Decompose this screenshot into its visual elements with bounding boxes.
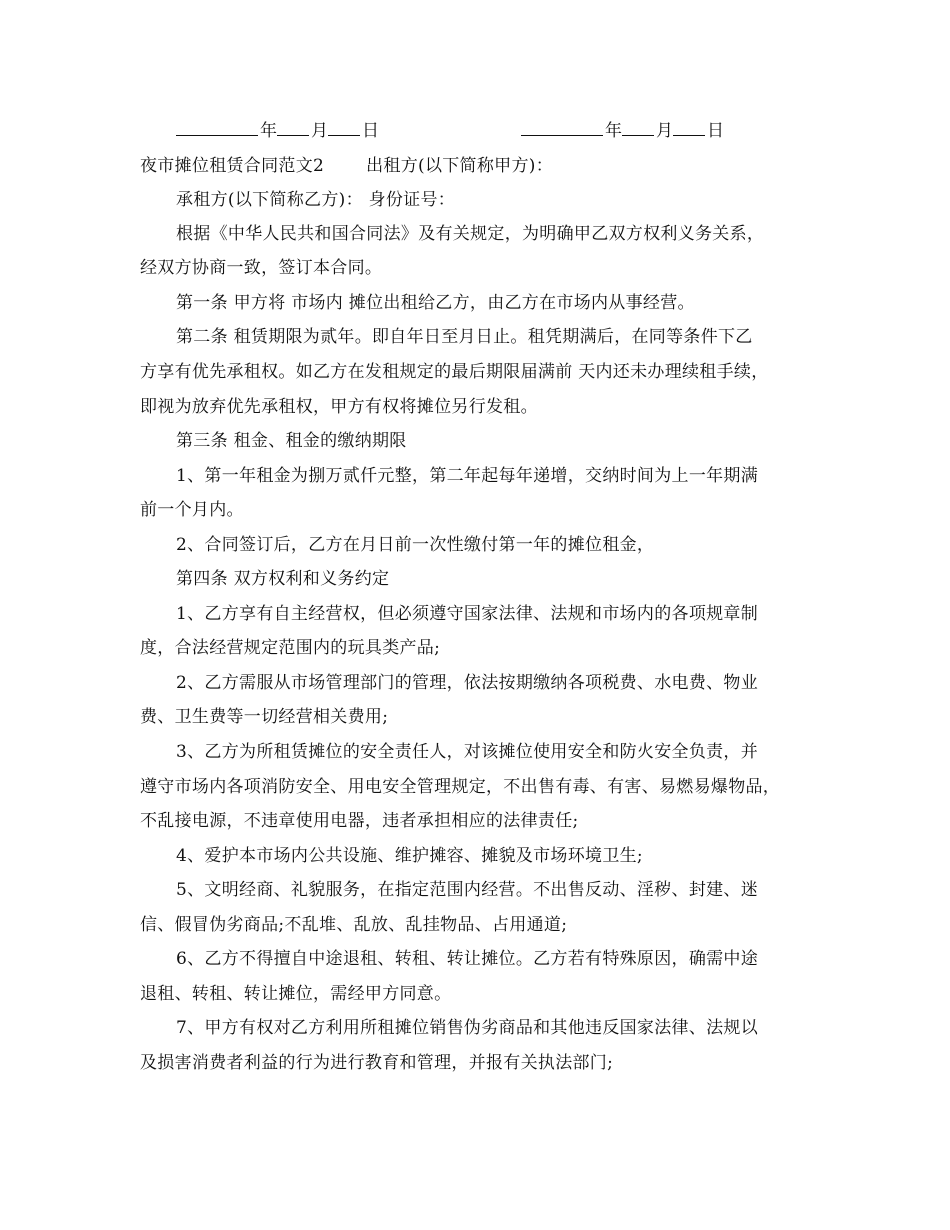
paragraph-line: 3、乙方为所租赁摊位的安全责任人，对该摊位使用安全和防火安全负责，并 xyxy=(176,742,759,762)
month-label: 月 xyxy=(656,121,673,141)
date-line-right xyxy=(521,119,724,142)
paragraph-line: 第一条 甲方将 市场内 摊位出租给乙方，由乙方在市场内从事经营。 xyxy=(176,293,695,313)
year-label: 年 xyxy=(605,121,622,141)
month-blank[interactable] xyxy=(622,119,654,136)
day-label: 日 xyxy=(362,121,379,141)
paragraph-line: 根据《中华人民共和国合同法》及有关规定，为明确甲乙双方权利义务关系， xyxy=(176,224,765,244)
paragraph-line: 即视为放弃优先承租权，甲方有权将摊位另行发租。 xyxy=(140,397,538,417)
lessor-label: 出租方(以下简称甲方)： xyxy=(366,156,553,176)
paragraph-line: 遵守市场内各项消防安全、用电安全管理规定，不出售有毒、有害、易燃易爆物品， xyxy=(140,777,781,797)
paragraph-line: 度，合法经营规定范围内的玩具类产品; xyxy=(140,638,441,658)
paragraph-line: 不乱接电源，不违章使用电器，违者承担相应的法律责任; xyxy=(140,811,579,831)
paragraph-line: 方享有优先承租权。如乙方在发租规定的最后期限届满前 天内还未办理续租手续， xyxy=(140,362,769,382)
section-heading: 第三条 租金、租金的缴纳期限 xyxy=(176,431,407,451)
section-heading: 第四条 双方权利和义务约定 xyxy=(176,569,390,589)
paragraph-line: 2、合同签订后，乙方在月日前一次性缴付第一年的摊位租金， xyxy=(176,535,655,555)
day-label: 日 xyxy=(707,121,724,141)
paragraph-line: 退租、转租、转让摊位，需经甲方同意。 xyxy=(140,984,452,1004)
paragraph-line: 承租方(以下简称乙方)： 身份证号： xyxy=(176,190,456,210)
month-blank[interactable] xyxy=(277,119,309,136)
year-blank[interactable] xyxy=(521,119,603,136)
paragraph-line: 1、乙方享有自主经营权，但必须遵守国家法律、法规和市场内的各项规章制 xyxy=(176,604,759,624)
year-blank[interactable] xyxy=(176,119,258,136)
paragraph-line: 费、卫生费等一切经营相关费用; xyxy=(140,707,389,727)
paragraph-line: 7、甲方有权对乙方利用所租摊位销售伪劣商品和其他违反国家法律、法规以 xyxy=(176,1018,759,1038)
paragraph-line: 信、假冒伪劣商品;不乱堆、乱放、乱挂物品、占用通道; xyxy=(140,915,568,935)
paragraph-line: 前一个月内。 xyxy=(140,500,244,520)
day-blank[interactable] xyxy=(673,119,705,136)
year-label: 年 xyxy=(260,121,277,141)
paragraph-line: 5、文明经商、礼貌服务，在指定范围内经营。不出售反动、淫秽、封建、迷 xyxy=(176,880,759,900)
paragraph-line: 6、乙方不得擅自中途退租、转租、转让摊位。乙方若有特殊原因，确需中途 xyxy=(176,949,759,969)
paragraph-line: 及损害消费者利益的行为进行教育和管理，并报有关执法部门; xyxy=(140,1053,614,1073)
paragraph-line: 1、第一年租金为捌万贰仟元整，第二年起每年递增，交纳时间为上一年期满 xyxy=(176,466,759,486)
day-blank[interactable] xyxy=(328,119,360,136)
document-title: 夜市摊位租赁合同范文2 xyxy=(140,156,325,176)
month-label: 月 xyxy=(311,121,328,141)
paragraph-line: 4、爱护本市场内公共设施、维护摊容、摊貌及市场环境卫生; xyxy=(176,846,643,866)
date-line-left xyxy=(176,119,379,142)
paragraph-line: 2、乙方需服从市场管理部门的管理，依法按期缴纳各项税费、水电费、物业 xyxy=(176,673,759,693)
title-line xyxy=(140,155,820,177)
paragraph-line: 第二条 租赁期限为贰年。即自年日至月日止。租凭期满后，在同等条件下乙 xyxy=(176,327,753,347)
paragraph-line: 经双方协商一致，签订本合同。 xyxy=(140,258,383,278)
